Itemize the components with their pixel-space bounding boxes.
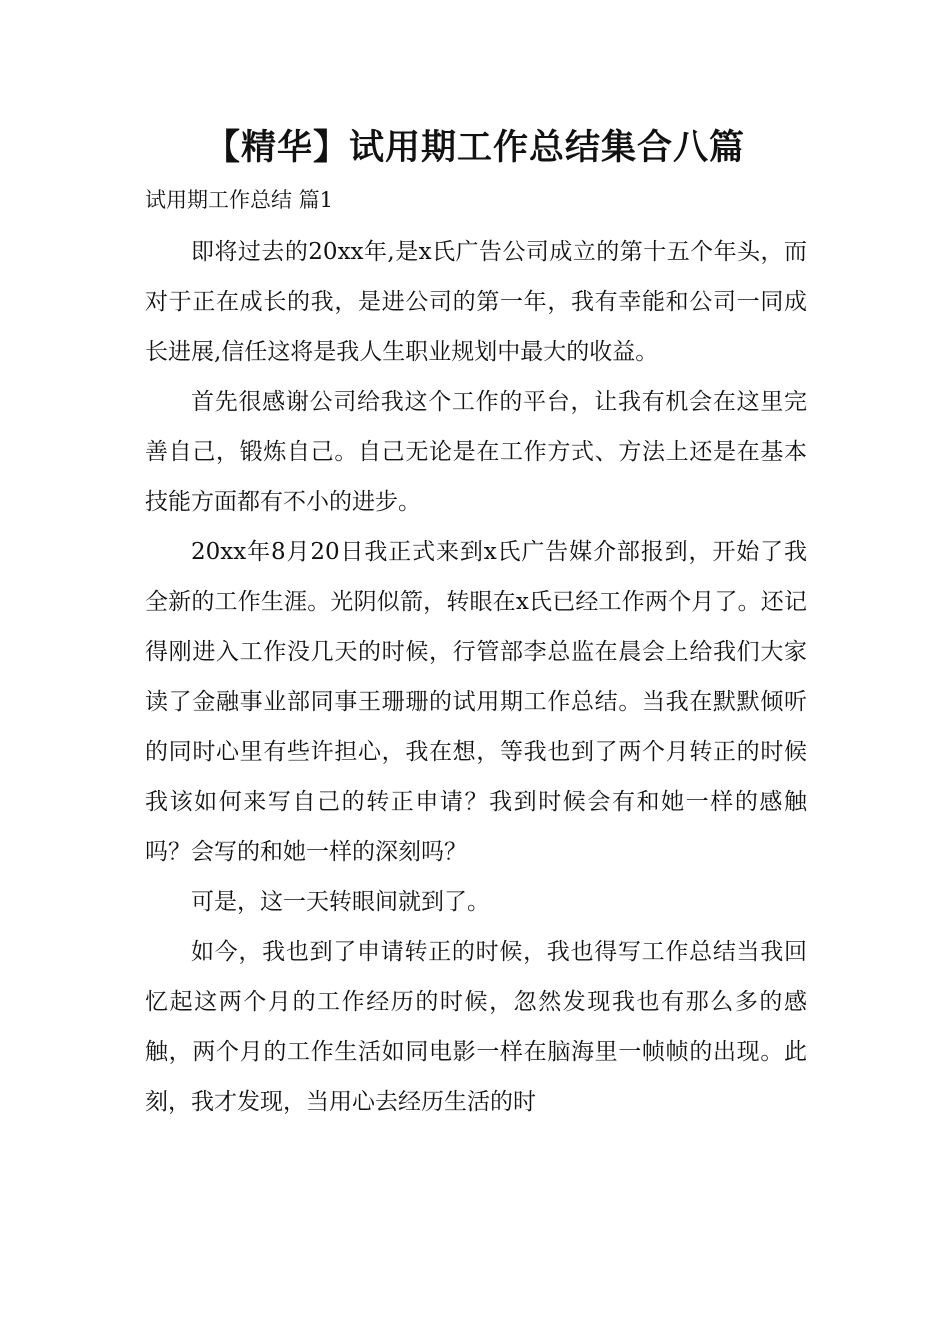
paragraph: 可是，这一天转眼间就到了。 <box>191 889 490 915</box>
document-title: 【精华】试用期工作总结集合八篇 <box>204 128 745 168</box>
paragraph: 20xx年8月20日我正式来到x氏广告媒介部报到，开始了我全新的工作生涯。光阴似箭，转眼在x氏已经工作两个月了。还记得刚进入工作没几天的时候，行管部李总监在晨会上给我们大家读了金融事业部同事王珊珊的试用期工作总结。当我在默默倾听的同时心里有些许担心，我在想，等我也到了两个月转正的时候我该如何来写自己的转正申请？我到时候会有和她一样的感触吗？会写的和她一样的深刻吗？ <box>145 539 807 865</box>
paragraph: 即将过去的20xx年,是x氏广告公司成立的第十五个年头，而对于正在成长的我，是进公司的第一年，我有幸能和公司一同成长进展,信任这将是我人生职业规划中最大的收益。 <box>145 239 807 365</box>
section-heading: 试用期工作总结 篇1 <box>145 188 334 212</box>
paragraph: 如今，我也到了申请转正的时候，我也得写工作总结当我回忆起这两个月的工作经历的时候，忽然发现我也有那么多的感触，两个月的工作生活如同电影一样在脑海里一帧帧的出现。此刻，我才发现，当用心去经历生活的时 <box>145 939 807 1115</box>
document-body <box>145 227 807 1127</box>
paragraph: 首先很感谢公司给我这个工作的平台，让我有机会在这里完善自己，锻炼自己。自己无论是在工作方式、方法上还是在基本技能方面都有不小的进步。 <box>145 389 807 515</box>
